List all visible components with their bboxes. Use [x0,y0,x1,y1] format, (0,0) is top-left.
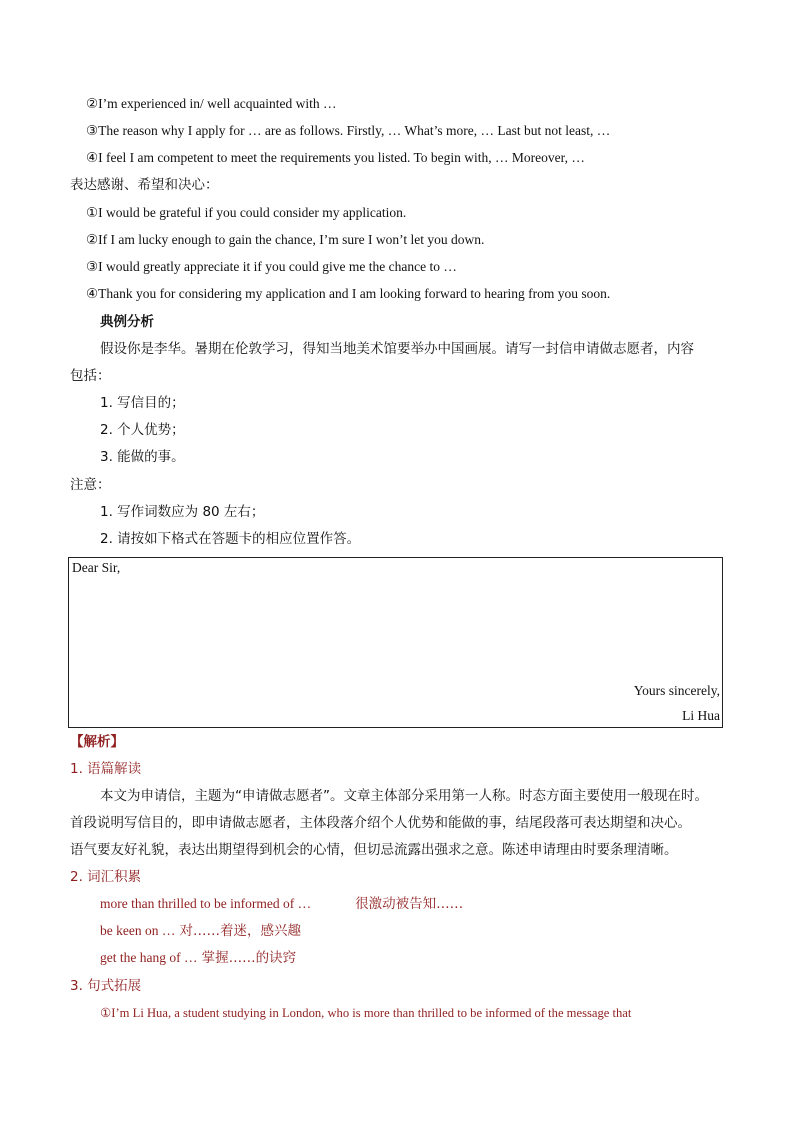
phrase-ability-3: ③The reason why I apply for … are as follows. Firstly, … What’s more, … Last but not least, … [86,123,611,138]
letter-template-box [68,557,723,728]
phrase-gratitude-4: ④Thank you for considering my application and I am looking forward to hearing from you soon. [86,286,611,301]
vocab-item-2 [100,922,301,941]
vocab-en: more than thrilled to be informed of … [100,896,312,911]
phrase-gratitude-2: ②If I am lucky enough to gain the chance, I’m sure I won’t let you down. [86,232,485,247]
sentence-example-1: ①I’m Li Hua, a student studying in London, who is more than thrilled to be informed of the message that [100,1006,632,1020]
note-1: 1. 写作词数应为 80 左右； [100,504,265,520]
vocab-item-3 [100,949,296,968]
letter-closing: Yours sincerely, [633,683,720,698]
vocab-item-1 [100,895,463,914]
summary-line-1: 本文为申请信，主题为“申请做志愿者”。文章主体部分采用第一人称。时态方面主要使用一般现在时。 [100,788,708,804]
content-item-1: 1. 写信目的； [100,395,185,411]
content-item-2: 2. 个人优势； [100,422,185,438]
example-heading: 典例分析 [100,314,154,330]
vocab-zh: 很激动被告知…… [355,896,464,912]
notes-heading: 注意： [70,477,111,493]
phrase-gratitude-3: ③I would greatly appreciate it if you could give me the chance to … [86,259,457,274]
section-3-title: 3. 句式拓展 [70,978,142,994]
content-item-3: 3. 能做的事。 [100,449,185,465]
phrase-ability-2: ②I’m experienced in/ well acquainted with … [86,96,337,111]
summary-line-3: 语气要友好礼貌，表达出期望得到机会的心情，但切忌流露出强求之意。陈述申请理由时要条理清晰。 [70,842,678,858]
vocab-en: be keen on … [100,923,176,938]
vocab-en: get the hang of … [100,950,198,965]
letter-greeting: Dear Sir, [72,560,121,575]
example-prompt-line1: 假设你是李华。暑期在伦敦学习，得知当地美术馆要举办中国画展。请写一封信申请做志愿者，内容 [100,341,694,357]
letter-signature: Li Hua [682,708,720,723]
analysis-heading: 【解析】 [70,734,124,750]
phrase-ability-4: ④I feel I am competent to meet the requirements you listed. To begin with, … Moreover, … [86,150,585,165]
gratitude-heading: 表达感谢、希望和决心： [70,177,219,193]
example-prompt-line2: 包括： [70,368,111,384]
section-1-title: 1. 语篇解读 [70,761,142,777]
note-2: 2. 请按如下格式在答题卡的相应位置作答。 [100,531,361,547]
phrase-gratitude-1: ①I would be grateful if you could consider my application. [86,205,407,220]
vocab-zh: 掌握……的诀窍 [201,950,297,966]
summary-line-2: 首段说明写信目的，即申请做志愿者，主体段落介绍个人优势和能做的事，结尾段落可表达期望和决心。 [70,815,691,831]
section-2-title: 2. 词汇积累 [70,869,142,885]
vocab-zh: 对……着迷，感兴趣 [179,923,301,939]
